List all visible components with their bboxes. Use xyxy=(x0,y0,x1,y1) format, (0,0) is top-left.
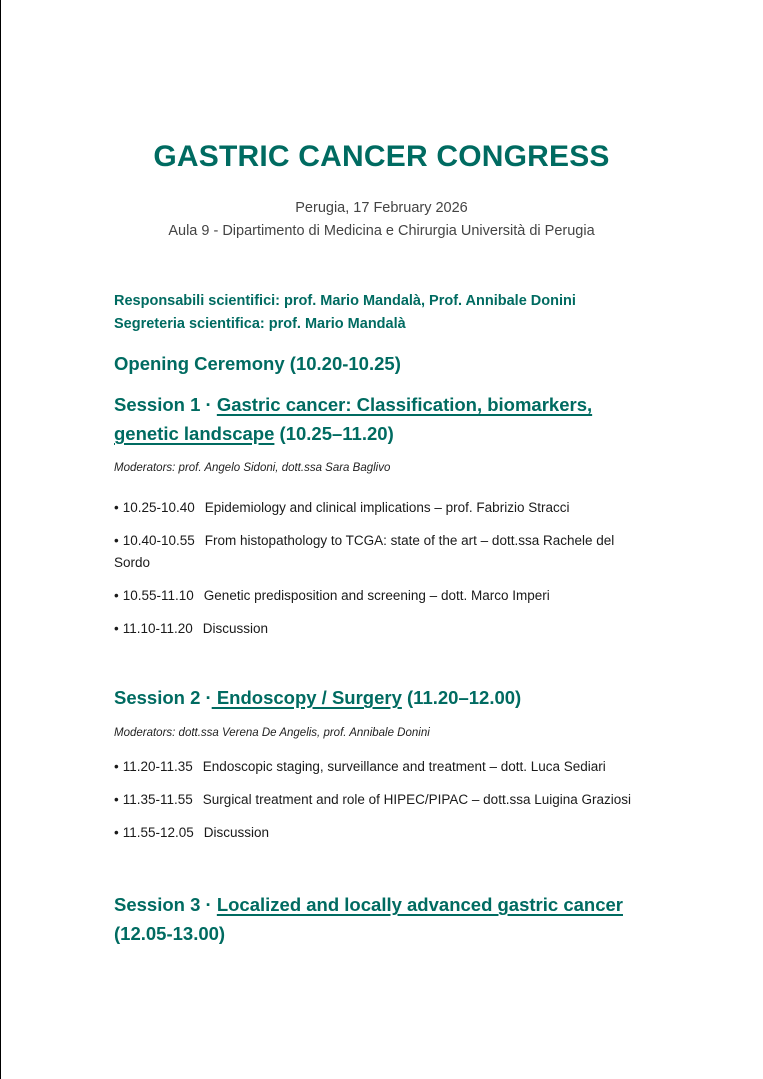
agenda-item-time: 10.55-11.10 xyxy=(122,588,194,603)
session-3-title-link[interactable]: Localized and locally advanced gastric cancer xyxy=(216,894,623,915)
bullet: • xyxy=(114,792,119,807)
scientific-secretariat: Segreteria scientifica: prof. Mario Mandalà xyxy=(114,316,406,332)
agenda-item-text: Discussion xyxy=(203,825,270,840)
session-1-prefix: Session 1 · xyxy=(114,394,217,415)
session-2-title-link[interactable]: Endoscopy / Surgery xyxy=(211,687,402,708)
agenda-item xyxy=(114,618,644,640)
scientific-directors: Responsabili scientifici: prof. Mario Mandalà, Prof. Annibale Donini xyxy=(114,293,576,309)
agenda-item xyxy=(114,585,644,607)
session-2-moderators: Moderators: dott.ssa Verena De Angelis, prof. Annibale Donini xyxy=(114,727,430,739)
session-1-heading xyxy=(114,390,659,448)
bullet: • xyxy=(114,588,119,603)
venue: Aula 9 - Dipartimento di Medicina e Chirurgia Università di Perugia xyxy=(168,223,595,239)
agenda-item-time: 10.25-10.40 xyxy=(122,500,195,515)
agenda-item-time: 10.40-10.55 xyxy=(122,533,195,548)
bullet: • xyxy=(114,621,119,636)
session-3-heading xyxy=(114,890,659,948)
session-1-moderators: Moderators: prof. Angelo Sidoni, dott.ssa Sara Baglivo xyxy=(114,462,391,474)
agenda-item-time: 11.35-11.55 xyxy=(122,792,193,807)
agenda-item xyxy=(114,497,644,519)
bullet: • xyxy=(114,500,119,515)
session-2-heading xyxy=(114,683,659,712)
agenda-item-text: From histopathology to TCGA: state of the art – dott.ssa Rachele del Sordo xyxy=(114,533,615,570)
agenda-item xyxy=(114,756,644,778)
session-1-time: (10.25–11.20) xyxy=(274,423,394,444)
agenda-item xyxy=(114,822,644,844)
agenda-item-text: Surgical treatment and role of HIPEC/PIPAC – dott.ssa Luigina Graziosi xyxy=(202,792,631,807)
opening-ceremony-heading: Opening Ceremony (10.20-10.25) xyxy=(114,353,401,374)
session-1-title-link[interactable]: Gastric cancer: Classification, biomarkers, genetic landscape xyxy=(114,394,593,444)
agenda-item-time: 11.55-12.05 xyxy=(122,825,194,840)
agenda-item-text: Genetic predisposition and screening – dott. Marco Imperi xyxy=(203,588,550,603)
agenda-item xyxy=(114,530,644,574)
agenda-item xyxy=(114,789,644,811)
agenda-item-time: 11.10-11.20 xyxy=(122,621,193,636)
bullet: • xyxy=(114,759,119,774)
bullet: • xyxy=(114,533,119,548)
session-2-time: (11.20–12.00) xyxy=(401,687,522,708)
agenda-item-text: Endoscopic staging, surveillance and treatment – dott. Luca Sediari xyxy=(202,759,606,774)
agenda-item-time: 11.20-11.35 xyxy=(122,759,193,774)
location-date: Perugia, 17 February 2026 xyxy=(295,200,468,216)
session-2-prefix: Session 2 · xyxy=(114,687,212,708)
bullet: • xyxy=(114,825,119,840)
agenda-item-text: Discussion xyxy=(202,621,269,636)
session-3-prefix: Session 3 · xyxy=(114,894,217,915)
document-title: GASTRIC CANCER CONGRESS xyxy=(153,140,610,173)
session-3-time: (12.05-13.00) xyxy=(114,923,226,944)
agenda-item-text: Epidemiology and clinical implications – prof. Fabrizio Stracci xyxy=(204,500,570,515)
